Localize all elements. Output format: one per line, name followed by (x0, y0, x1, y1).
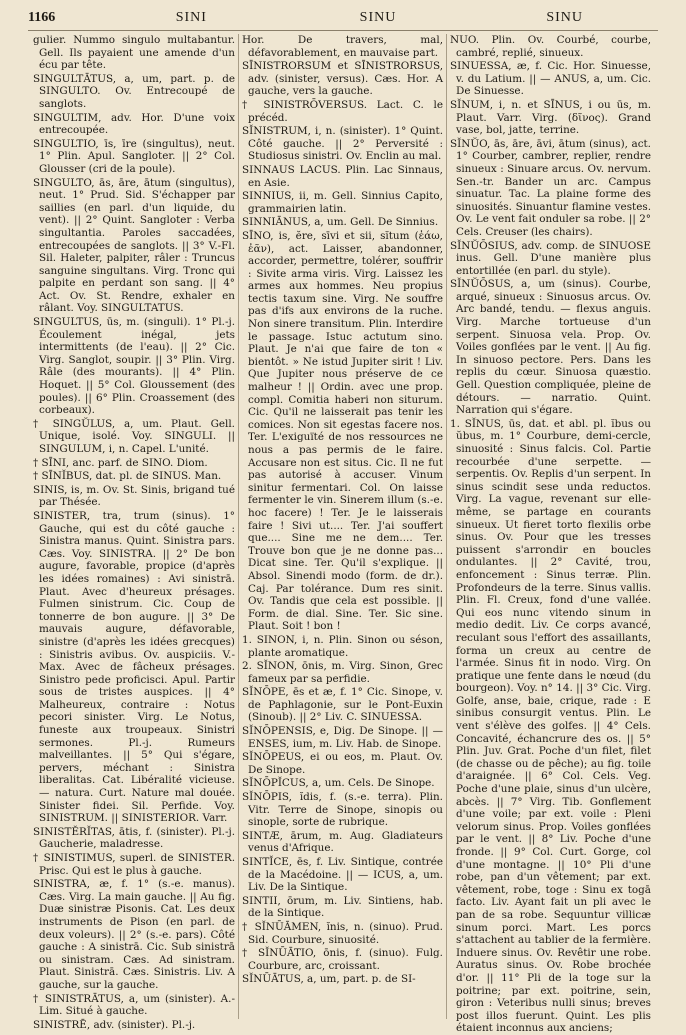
dictionary-entry: SINUESSA, æ, f. Cic. Hor. Sinuesse, v. du Latium. || — ANUS, a, um. Cic. De Sinuesse. (450, 60, 651, 98)
dictionary-entry: SINGULTIM, adv. Hor. D'une voix entrecoupée. (33, 111, 235, 137)
dictionary-entry: SINTĬCE, ēs, f. Liv. Sintique, contrée de la Macédoine. || — ICUS, a, um. Liv. De la Sintique. (242, 856, 443, 894)
dictionary-entry: SINISTRĒ, adv. (sinister). Pl.-j. (33, 1018, 196, 1031)
dictionary-entry: 2. SĬNON, ōnis, m. Virg. Sinon, Grec fameux par sa perfidie. (242, 660, 443, 685)
dictionary-entry: SĬNŌPĬCUS, a, um. Cels. De Sinope. (242, 777, 435, 790)
running-head-center: SINU (359, 10, 397, 25)
dictionary-entry: SINNAUS LACUS. Plin. Lac Sinnaus, en Asie. (242, 163, 443, 189)
running-head-left: SINI (175, 10, 207, 25)
dictionary-entry: † SINISTIMUS, superl. de SINISTER. Prisc. Qui est le plus à gauche. (33, 852, 235, 877)
dictionary-entry: SĬNŌPE, ēs et æ, f. 1° Cic. Sinope, v. de Paphlagonie, sur le Pont-Euxin (Sinoub). || 2° Liv. C. SINUESSA. (242, 686, 443, 724)
dictionary-entry: † SĪNĬBUS, dat. pl. de SINUS. Man. (33, 470, 222, 483)
dictionary-columns (30, 34, 662, 1035)
dictionary-entry: gulier. Nummo singulo multabantur. Gell. Ils payaient une amende d'un écu par tête. (33, 34, 235, 72)
dictionary-entry: SĬNŬO, ās, āre, āvi, ātum (sinus), act. 1° Courber, cambrer, replier, rendre sinueux : Sinuare arcus. Ov. nervum. Sen.-tr. Bander un arc. Campus sinuatur. Tac. La plaine forme des sinuosités. Sinuantur flamine vestes. Ov. Le vent fait onduler sa robe. || 2° Cels. Creuser (les chairs). (450, 137, 651, 238)
dictionary-entry: SĪNISTRORSUM et SĪNISTRORSUS, adv. (sinister, versus). Cæs. Hor. A gauche, vers la gauche. (242, 60, 443, 98)
column-3 (446, 34, 654, 1035)
column-2 (238, 34, 446, 1019)
dictionary-entry: SINNIĀNUS, a, um. Gell. De Sinnius. (242, 216, 439, 229)
dictionary-entry: † SĬNŪĀTIO, ōnis, f. (sinuo). Fulg. Courbure, arc, croissant. (242, 947, 443, 972)
dictionary-entry: SINNIUS, ii, m. Gell. Sinnius Capito, grammairien latin. (242, 190, 443, 215)
dictionary-entry: SINISTER, tra, trum (sinus). 1° Gauche, qui est du côté gauche : Sinistra manus. Quint. Sinistra pars. Cæs. Voy. SINISTRA. || 2° De bon augure, favorable, propice (d'après les idées romaines) : Avi sinistrā. Plaut. Avec d'heureux présages. Fulmen sinistrum. Cic. Coup de tonnerre de bon augure. || 3° De mauvais augure, défavorable, sinistre (d'après les idées grecques) : Sinistris avibus. Ov. auspiciis. V.-Max. Avec de fâcheux présages. Sinistro pede proficisci. Apul. Partir sous de tristes auspices. || 4° Malheureux, contraire : Notus pecori sinister. Virg. Le Notus, funeste aux troupeaux. Sinistri sermones. Pl.-j. Rumeurs malveillantes. || 5° Qui s'égare, pervers, méchant : Sinistra liberalitas. Cat. Libéralité vicieuse. — natura. Curt. Nature mal douée. Sinister fidei. Sil. Perfide. Voy. SINISTRUM. || SINISTERIOR. Varr. (33, 509, 235, 825)
dictionary-entry: SĬNŪĀTUS, a, um, part. p. de SI- (242, 973, 416, 986)
dictionary-entry: SĬNISTRUM, i, n. (sinister). 1° Quint. Côté gauche. || 2° Perversité : Studiosus sinistri. Ov. Enclin au mal. (242, 125, 443, 163)
dictionary-entry: Hor. De travers, mal, défavorablement, en mauvaise part. (242, 34, 443, 59)
dictionary-entry: SĬNŌPEUS, ei ou eos, m. Plaut. Ov. De Sinope. (242, 751, 443, 776)
dictionary-entry: † SĬNŪĀMEN, ĭnis, n. (sinuo). Prud. Sid. Courbure, sinuosité. (242, 920, 443, 946)
dictionary-entry: SINIS, is, m. Ov. St. Sinis, brigand tué par Thésée. (33, 483, 235, 509)
dictionary-entry: † SĪNI, anc. parf. de SINO. Diom. (33, 456, 208, 469)
page-header (28, 6, 658, 31)
page-number: 1166 (28, 10, 56, 25)
dictionary-entry: SĬNŌPIS, ĭdis, f. (s.-e. terra). Plin. Vitr. Terre de Sinope, sinopis ou sinople, sorte de rubrique. (242, 791, 443, 829)
dictionary-entry: 1. SINON, i, n. Plin. Sinon ou séson, plante aromatique. (242, 633, 443, 659)
dictionary-entry: SINGULTUS, ūs, m. (singuli). 1° Pl.-j. Écoulement inégal, jets intermittents (de l'eau). || 2° Cic. Virg. Sanglot, soupir. || 3° Plin. Virg. Râle (des mourants). || 4° Plin. Hoquet. || 5° Col. Gloussement (des poules). || 6° Plin. Croassement (des corbeaux). (33, 316, 235, 417)
dictionary-entry: SĬNŌPENSIS, e, Dig. De Sinope. || — ENSES, ium, m. Liv. Hab. de Sinope. (242, 725, 443, 750)
dictionary-entry: SĬNŬŌSIUS, adv. comp. de SINUOSE inus. Gell. D'une manière plus entortillée (en parl. du style). (450, 239, 651, 277)
column-1 (30, 34, 238, 1031)
dictionary-entry: † SINISTRŌVERSUS. Lact. C. le précéd. (242, 98, 443, 124)
dictionary-entry: SINGULTIO, īs, īre (singultus), neut. 1° Plin. Apul. Sangloter. || 2° Col. Glousser (cri de la poule). (33, 137, 235, 175)
dictionary-entry: SĬNŬŌSUS, a, um (sinus). Courbe, arqué, sinueux : Sinuosus arcus. Ov. Arc bandé, tendu. — flexus anguis. Virg. Marche tortueuse d'un serpent. Sinuosa vela. Prop. Ov. Voiles gonflées par le vent. || Au fig. In sinuoso pectore. Pers. Dans les replis du cœur. Sinuosa quæstio. Gell. Question compliquée, pleine de détours. — narratio. Quint. Narration qui s'égare. (450, 278, 651, 417)
dictionary-entry: SINTÆ, ārum, m. Aug. Gladiateurs venus d'Afrique. (242, 829, 443, 855)
dictionary-entry: † SINISTRĀTUS, a, um (sinister). A.-Lim. Situé à gauche. (33, 992, 235, 1018)
dictionary-entry: SINTII, ōrum, m. Liv. Sintiens, hab. de la Sintique. (242, 894, 443, 920)
running-head-right: SINU (546, 10, 584, 25)
dictionary-entry: SINGULTĀTUS, a, um, part. p. de SINGULTO. Ov. Entrecoupé de sanglots. (33, 72, 235, 110)
dictionary-entry: SINISTRA, æ, f. 1° (s.-e. manus). Cæs. Virg. La main gauche. || Au fig. Duæ sinistræ Pisonis. Cat. Les deux instruments de Pison (en parl. de deux voleurs). || 2° (s.-e. pars). Côté gauche : A sinistrā. Cic. Sub sinistrā ou sinistram. Cæs. Ad sinistram. Plaut. Sinistrā. Cæs. Sinistris. Liv. A gauche, sur la gauche. (33, 878, 235, 991)
dictionary-entry: 1. SĬNUS, ūs, dat. et abl. pl. ĭbus ou ŭbus, m. 1° Courbure, demi-cercle, sinuosité : Sinus falcis. Col. Partie recourbée d'une serpette. — serpentis. Ov. Replis d'un serpent. In sinus scindit sese unda reductos. Virg. La vague, revenant sur elle-même, se partage en courants sinueux. Ut fieret torto flexilis orbe sinus. Ov. Pour que les tresses puissent s'arrondir en boucles ondulantes. || 2° Cavité, trou, enfoncement : Sinus terræ. Plin. Profondeurs de la terre. Sinus vallis. Plin. Fl. Creux, fond d'une vallée. Qui eos nunc vitendo sinum in medio dedit. Liv. Ce corps avancé, reculant sous l'effort des assaillants, forma un creux au centre de l'armée. Sinus fit in nodo. Virg. On pratique une fente dans le nœud (du bourgeon). Voy. n° 14. || 3° Cic. Virg. Golfe, anse, baie, crique, rade : E sinibus consurgit ventus. Plin. Le vent s'élève des golfes. || 4° Cels. Concavité, échancrure des os. || 5° Plin. Juv. Grat. Poche d'un filet, filet (de chasse ou de pêche); au fig. toile d'araignée. || 6° Col. Cels. Veg. Poche d'une plaie, sinus d'un ulcère, abcès. || 7° Virg. Tib. Gonflement d'une voile; par ext. voile : Pleni velorum sinus. Prop. Voiles gonflées par le vent. || 8° Liv. Poche d'une fronde. || 9° Col. Curt. Gorge, col d'une montagne. || 10° Pli d'une robe, pan d'un vêtement; par ext. vêtement, robe, toge : Sinu ex togā facto. Liv. Ayant fait un pli avec le pan de sa robe. Sequuntur villicæ sinum porci. Mart. Les porcs s'attachent au tablier de la fermière. Induere sinus. Ov. Revêtir une robe. Auratus sinus. Ov. Robe brochée d'or. || 11° Pli de la toge sur la poitrine; par ext. poitrine, sein, giron : Veteribus nulli sinus; breves post illos fuerunt. Quint. Les plis étaient inconnus aux anciens; (450, 417, 651, 1035)
dictionary-entry: SINGULTO, ās, āre, ātum (singultus), neut. 1° Prud. Sid. S'échapper par saillies (en parl. d'un liquide, du vent). || 2° Quint. Sangloter : Verba singultantia. Paroles saccadées, entrecoupées de sanglots. || 3° V.-Fl. Sil. Haleter, palpiter, râler : Truncus sanguine singultans. Virg. Tronc qui palpite en perdant son sang. || 4° Act. Ov. St. Rendre, exhaler en râlant. Voy. SINGULTATUS. (33, 176, 235, 315)
dictionary-entry: SINISTĔRĬTAS, ātis, f. (sinister). Pl.-j. Gaucherie, maladresse. (33, 825, 235, 851)
dictionary-entry: NUO. Plin. Ov. Courbé, courbe, cambré, replié, sinueux. (450, 34, 651, 59)
dictionary-entry: SĪNO, is, ĕre, sīvi et sii, sĭtum (ἐάω, ἐᾶν), act. Laisser, abandonner, accorder, permettre, tolérer, souffrir : Sivite arma viris. Virg. Laissez les armes aux hommes. Neu propius tectis taxum sine. Virg. Ne souffre pas d'ifs aux environs de la ruche. Non sinere transitum. Plin. Interdire le passage. Istuc actutum sino. Plaut. Je n'ai que faire de ton « bientôt. » Ne istud Jupiter sirit ! Liv. Que Jupiter nous préserve de ce malheur ! || Ordin. avec une prop. compl. Comitia haberi non siturum. Cic. Qu'il ne laisserait pas tenir les comices. Non sit egestas facere nos. Ter. L'exiguïté de nos ressources ne nous a pas permis de le faire. Accusare non est situs. Cic. Il ne fut pas autorisé à accuser. Vinum sinitur fermentari. Col. On laisse fermenter le vin. Sinerem illum (s.-e. hoc facere) ! Ter. Je le laisserais faire ! Sivi ut.... Ter. J'ai souffert que.... Sine me ne dem.... Ter. Trouve bon que je ne donne pas... Dicat sine. Ter. Qu'il s'explique. || Absol. Sinendi modo (form. de dr.). Caj. Par tolérance. Dum res sinit. Ov. Tandis que cela est possible. || Form. de dial. Sine. Ter. Sic sine. Plaut. Soit ! bon ! (242, 229, 443, 633)
dictionary-entry: SĬNUM, i, n. et SĪNUS, i ou ūs, m. Plaut. Varr. Virg. (δῖνος). Grand vase, bol, jatte, terrine. (450, 98, 651, 137)
dictionary-entry: † SINGŬLUS, a, um. Plaut. Gell. Unique, isolé. Voy. SINGULI. || SINGULUM, i, n. Capel. L'unité. (33, 417, 235, 455)
